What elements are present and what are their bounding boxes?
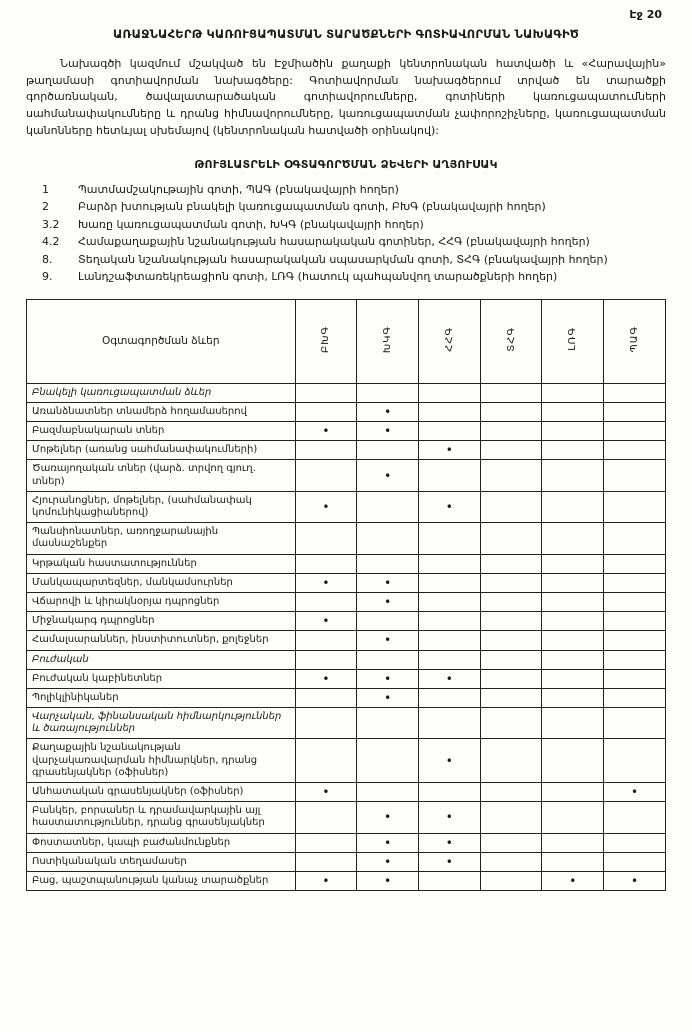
permitted-dot-cell: •: [357, 402, 419, 421]
empty-cell: [418, 871, 480, 890]
empty-cell: [418, 612, 480, 631]
table-row: [27, 592, 666, 611]
empty-cell: [480, 631, 542, 650]
empty-cell: [542, 708, 604, 739]
empty-cell: [295, 802, 357, 833]
empty-cell: [480, 739, 542, 783]
empty-cell: [480, 802, 542, 833]
empty-cell: [480, 592, 542, 611]
page-number: Էջ 20: [629, 8, 662, 21]
zone-code-label: ՏՀԳ: [505, 326, 517, 352]
empty-cell: [357, 612, 419, 631]
empty-cell: [604, 852, 666, 871]
use-form-label: Համալսարաններ, ինստիտուտներ, քոլեջներ: [27, 631, 296, 650]
zone-code-label: ԲԽԳ: [320, 325, 332, 353]
empty-cell: [357, 708, 419, 739]
zone-item-text: Բարձր խտության բնակելի կառուցապատման գոտի, ԲԽԳ (բնակավայրի հողեր): [78, 200, 546, 214]
permitted-dot-cell: •: [357, 631, 419, 650]
empty-cell: [542, 688, 604, 707]
permitted-dot-cell: •: [418, 441, 480, 460]
table-row: [27, 833, 666, 852]
empty-cell: [295, 708, 357, 739]
zone-list-item: [26, 235, 666, 250]
empty-cell: [604, 739, 666, 783]
zone-list-item: [26, 270, 666, 285]
zone-code-label: ԼՌԳ: [567, 327, 579, 352]
empty-cell: [295, 402, 357, 421]
use-form-label: Բուժական կաբինետներ: [27, 669, 296, 688]
use-form-label: Առանձնատներ տնամերձ հողամասերով: [27, 402, 296, 421]
empty-cell: [480, 612, 542, 631]
empty-cell: [604, 460, 666, 491]
permitted-dot-cell: •: [357, 871, 419, 890]
empty-cell: [418, 402, 480, 421]
use-form-label: Պանսիոնատներ, առողջարանային մասնաշենքեր: [27, 523, 296, 554]
use-form-label: Մոթելներ (առանց սահմանափակումների): [27, 441, 296, 460]
empty-cell: [542, 383, 604, 402]
empty-cell: [480, 650, 542, 669]
permitted-dot-cell: •: [295, 669, 357, 688]
use-form-label: Անհատական գրասենյակներ (օֆիսներ): [27, 783, 296, 802]
empty-cell: [418, 554, 480, 573]
empty-cell: [418, 460, 480, 491]
zone-list-item: [26, 253, 666, 268]
zone-code-label: ԽԿԳ: [382, 325, 394, 353]
permitted-dot-cell: •: [295, 573, 357, 592]
empty-cell: [357, 441, 419, 460]
use-form-label: Հյուրանոցներ, մոթելներ, (սահմանափակ կոմունիկացիաներով): [27, 491, 296, 522]
zone-item-text: Լանդշաֆտառեկրեացիոն գոտի, ԼՌԳ (հատուկ պահպանվող տարածքների հողեր): [78, 270, 558, 284]
permitted-dot-cell: •: [357, 852, 419, 871]
empty-cell: [357, 523, 419, 554]
empty-cell: [604, 383, 666, 402]
zone-item-number: 4.2: [42, 235, 60, 249]
document-title: ԱՌԱՋՆԱՀԵՐԹ ԿԱՌՈՒՑԱՊԱՏՄԱՆ ՏԱՐԱԾՔՆԵՐԻ ԳՈՏԻԱՎՈՐՄԱՆ ՆԱԽԱԳԻԾ: [112, 27, 580, 41]
empty-cell: [604, 669, 666, 688]
zone-column-header: [542, 299, 604, 383]
empty-cell: [604, 833, 666, 852]
empty-cell: [542, 739, 604, 783]
permitted-dot-cell: •: [357, 592, 419, 611]
empty-cell: [295, 592, 357, 611]
permitted-dot-cell: •: [295, 491, 357, 522]
table-row: [27, 783, 666, 802]
table-row: [27, 739, 666, 783]
empty-cell: [542, 631, 604, 650]
empty-cell: [604, 523, 666, 554]
use-form-label: Ոստիկանական տեղամասեր: [27, 852, 296, 871]
empty-cell: [604, 650, 666, 669]
permitted-dot-cell: •: [418, 669, 480, 688]
empty-cell: [604, 422, 666, 441]
zone-column-header: [480, 299, 542, 383]
empty-cell: [604, 441, 666, 460]
zone-list-item: [26, 218, 666, 233]
empty-cell: [542, 592, 604, 611]
use-form-label: Բաց, պաշտպանության կանաչ տարածքներ: [27, 871, 296, 890]
empty-cell: [295, 383, 357, 402]
permitted-dot-cell: •: [295, 871, 357, 890]
empty-cell: [542, 783, 604, 802]
zone-list: [26, 183, 666, 285]
empty-cell: [542, 422, 604, 441]
permitted-uses-table: [26, 299, 666, 891]
zone-item-text: Համաքաղաքային նշանակության հասարակական գոտիներ, ՀՀԳ (բնակավայրի հողեր): [78, 235, 590, 249]
table-row: [27, 688, 666, 707]
empty-cell: [480, 422, 542, 441]
empty-cell: [480, 833, 542, 852]
empty-cell: [604, 402, 666, 421]
empty-cell: [480, 688, 542, 707]
empty-cell: [604, 802, 666, 833]
use-form-label: Պոլիկլինիկաներ: [27, 688, 296, 707]
table-row: [27, 669, 666, 688]
empty-cell: [542, 441, 604, 460]
zone-item-number: 9.: [42, 270, 53, 284]
zone-item-number: 1: [42, 182, 49, 196]
zone-column-header: [604, 299, 666, 383]
use-form-label: Վարչական, ֆինանսական հիմնարկություններ և ծառայություններ: [27, 708, 296, 739]
use-form-label: Բնակելի կառուցապատման ձևեր: [27, 383, 296, 402]
zone-item-text: Պատմամշակութային գոտի, ՊԱԳ (բնակավայրի հողեր): [78, 182, 399, 196]
table-row: [27, 612, 666, 631]
permitted-dot-cell: •: [357, 833, 419, 852]
use-form-label: Բանկեր, բորսաներ և դրամավարկային այլ հաստատություններ, դրանց գրասենյակներ: [27, 802, 296, 833]
zone-list-item: [26, 200, 666, 215]
empty-cell: [480, 783, 542, 802]
permitted-dot-cell: •: [357, 802, 419, 833]
permitted-dot-cell: •: [418, 739, 480, 783]
use-form-label: Քաղաքային նշանակության վարչակառավարման հիմնարկներ, դրանց գրասենյակներ (օֆիսներ): [27, 739, 296, 783]
permitted-dot-cell: •: [418, 491, 480, 522]
table-row: [27, 402, 666, 421]
empty-cell: [295, 650, 357, 669]
empty-cell: [542, 554, 604, 573]
empty-cell: [295, 554, 357, 573]
table-row: [27, 441, 666, 460]
table-row: [27, 523, 666, 554]
uses-forms-header: Օգտագործման ձևեր: [27, 299, 296, 383]
zone-item-number: 3.2: [42, 217, 60, 231]
empty-cell: [418, 523, 480, 554]
empty-cell: [480, 708, 542, 739]
permitted-dot-cell: •: [418, 802, 480, 833]
empty-cell: [604, 631, 666, 650]
zone-column-header: [357, 299, 419, 383]
section-header-row: [27, 650, 666, 669]
empty-cell: [480, 523, 542, 554]
section-header-row: [27, 383, 666, 402]
empty-cell: [480, 554, 542, 573]
table-row: [27, 460, 666, 491]
table-row: [27, 852, 666, 871]
use-form-label: Կրթական հաստատություններ: [27, 554, 296, 573]
empty-cell: [542, 833, 604, 852]
empty-cell: [480, 441, 542, 460]
table-row: [27, 422, 666, 441]
zone-column-header: [418, 299, 480, 383]
empty-cell: [480, 573, 542, 592]
empty-cell: [542, 402, 604, 421]
empty-cell: [295, 739, 357, 783]
empty-cell: [480, 383, 542, 402]
permitted-dot-cell: •: [418, 833, 480, 852]
empty-cell: [604, 708, 666, 739]
empty-cell: [604, 688, 666, 707]
use-form-label: Վճարովի և կիրակնօրյա դպրոցներ: [27, 592, 296, 611]
empty-cell: [418, 688, 480, 707]
empty-cell: [418, 592, 480, 611]
empty-cell: [604, 491, 666, 522]
table-row: [27, 871, 666, 890]
intro-paragraph: Նախագծի կազմում մշակված են Էջմիածին քաղաքի կենտրոնական հատվածի և «Հարավային» թաղամասի գոտիավորման նախագծերը: Գոտիավորման նախագծերում տրված են տարածքի գործառնական, ծավալատարածական գոտիավորումները, գոտիների կառուցապատումների սահմանափակումները և դրանց հիմնավորումները, կառուցապատման չափորոշիչները, կառուցապատման կանոնները հետևյալ սխեմայով (կենտրոնական հատվածի օրինակով):: [26, 57, 666, 137]
zone-item-number: 8.: [42, 252, 53, 266]
empty-cell: [542, 460, 604, 491]
zone-code-label: ՀՀԳ: [443, 326, 455, 352]
empty-cell: [295, 852, 357, 871]
empty-cell: [480, 852, 542, 871]
empty-cell: [480, 669, 542, 688]
permitted-dot-cell: •: [295, 783, 357, 802]
permitted-dot-cell: •: [357, 688, 419, 707]
use-form-label: Մանկապարտեզներ, մանկամսուրներ: [27, 573, 296, 592]
permitted-dot-cell: •: [295, 422, 357, 441]
empty-cell: [357, 383, 419, 402]
empty-cell: [542, 852, 604, 871]
empty-cell: [604, 554, 666, 573]
use-form-label: Բուժական: [27, 650, 296, 669]
empty-cell: [295, 688, 357, 707]
empty-cell: [418, 650, 480, 669]
use-form-label: Միջնակարգ դպրոցներ: [27, 612, 296, 631]
empty-cell: [295, 523, 357, 554]
empty-cell: [542, 491, 604, 522]
empty-cell: [295, 441, 357, 460]
permitted-dot-cell: •: [357, 460, 419, 491]
permitted-dot-cell: •: [604, 871, 666, 890]
empty-cell: [480, 402, 542, 421]
empty-cell: [542, 650, 604, 669]
empty-cell: [357, 650, 419, 669]
permitted-dot-cell: •: [295, 612, 357, 631]
empty-cell: [418, 708, 480, 739]
table-row: [27, 491, 666, 522]
permitted-dot-cell: •: [357, 422, 419, 441]
table-header-row: [27, 299, 666, 383]
empty-cell: [542, 802, 604, 833]
permitted-dot-cell: •: [604, 783, 666, 802]
table-body: [27, 383, 666, 890]
zone-column-header: [295, 299, 357, 383]
permitted-dot-cell: •: [542, 871, 604, 890]
empty-cell: [418, 573, 480, 592]
empty-cell: [604, 592, 666, 611]
empty-cell: [418, 631, 480, 650]
empty-cell: [418, 383, 480, 402]
empty-cell: [295, 631, 357, 650]
table-row: [27, 573, 666, 592]
empty-cell: [480, 871, 542, 890]
table-row: [27, 802, 666, 833]
empty-cell: [604, 573, 666, 592]
use-form-label: Բազմաբնակարան տներ: [27, 422, 296, 441]
zone-code-label: ՊԱԳ: [629, 326, 641, 353]
permitted-dot-cell: •: [418, 852, 480, 871]
zone-item-number: 2: [42, 200, 49, 214]
empty-cell: [542, 523, 604, 554]
use-form-label: Փոստատներ, կապի բաժանմունքներ: [27, 833, 296, 852]
empty-cell: [542, 612, 604, 631]
empty-cell: [542, 573, 604, 592]
empty-cell: [480, 460, 542, 491]
empty-cell: [357, 554, 419, 573]
use-form-label: Ծառայողական տներ (վարձ. տրվող գյուղ. տներ): [27, 460, 296, 491]
section-header-row: [27, 708, 666, 739]
empty-cell: [357, 491, 419, 522]
table-heading: ԹՈՒՅԼԱՏՐԵԼԻ ՕԳՏԱԳՈՐԾՄԱՆ ՁԵՎԵՐԻ ԱՂՅՈՒՍԱԿ: [194, 157, 498, 171]
empty-cell: [480, 491, 542, 522]
table-row: [27, 631, 666, 650]
empty-cell: [295, 833, 357, 852]
empty-cell: [357, 739, 419, 783]
permitted-dot-cell: •: [357, 669, 419, 688]
zone-item-text: Տեղական նշանակության հասարակական սպասարկման գոտի, ՏՀԳ (բնակավայրի հողեր): [78, 252, 608, 266]
empty-cell: [418, 783, 480, 802]
table-row: [27, 554, 666, 573]
empty-cell: [542, 669, 604, 688]
empty-cell: [357, 783, 419, 802]
empty-cell: [604, 612, 666, 631]
empty-cell: [418, 422, 480, 441]
empty-cell: [295, 460, 357, 491]
zone-item-text: Խառը կառուցապատման գոտի, ԽԿԳ (բնակավայրի հողեր): [78, 217, 424, 231]
zone-list-item: [26, 183, 666, 198]
permitted-dot-cell: •: [357, 573, 419, 592]
